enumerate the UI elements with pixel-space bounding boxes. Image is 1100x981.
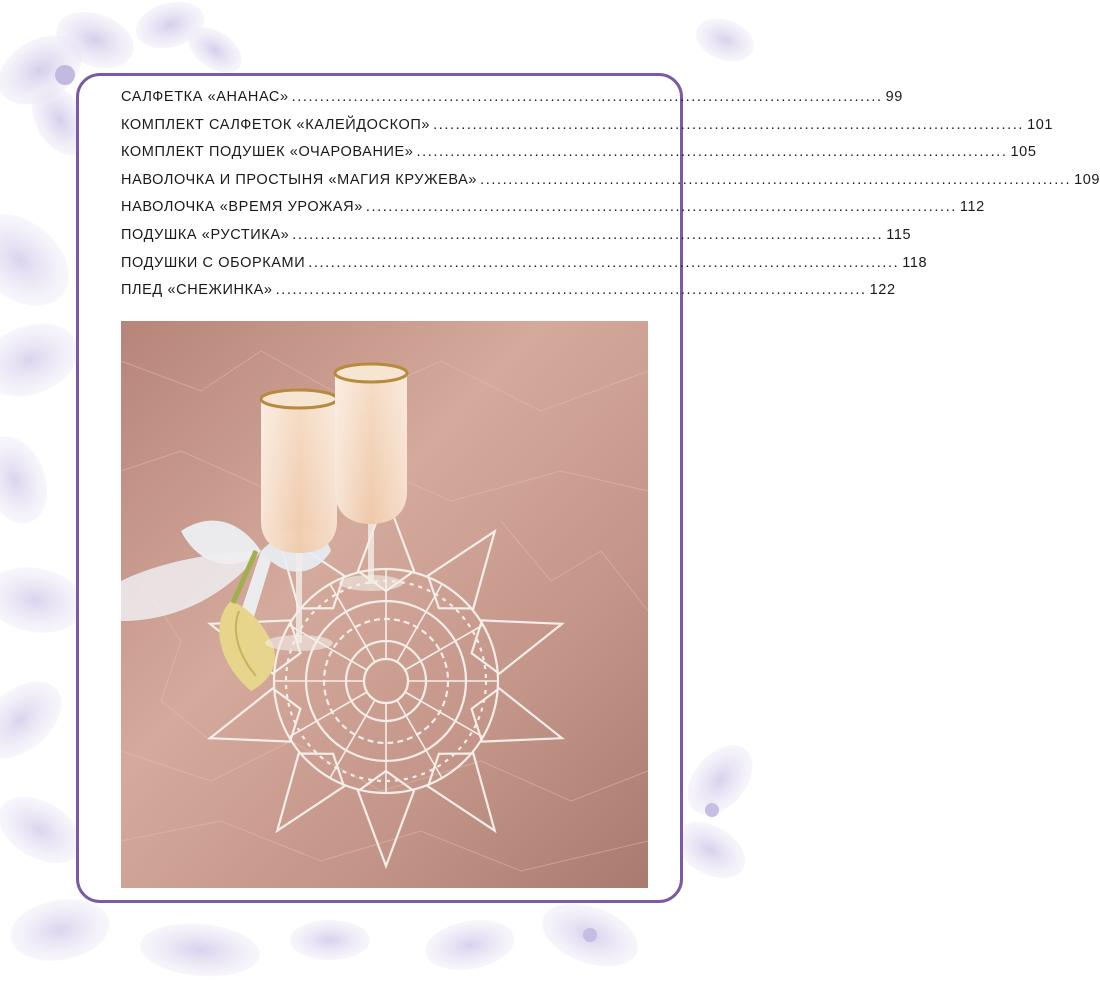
toc-row[interactable] [121,282,896,310]
toc-leader-dots: ......................................................................................................... [480,171,1072,188]
toc-title: НАВОЛОЧКА И ПРОСТЫНЯ «МАГИЯ КРУЖЕВА» [121,171,478,188]
toc-page-number: 112 [959,199,985,216]
toc-page-number: 101 [1027,116,1054,133]
toc-leader-dots: ......................................................................................................... [275,282,867,299]
toc-leader-dots: ......................................................................................................... [416,144,1008,161]
doily-photo [121,321,648,888]
doily-illustration [121,321,648,888]
toc-row[interactable] [121,171,1100,200]
content-card [76,73,1100,903]
toc-leader-dots: ......................................................................................................... [365,199,957,216]
toc-title: НАВОЛОЧКА «ВРЕМЯ УРОЖАЯ» [121,199,363,216]
toc-row[interactable] [121,144,1037,172]
toc-page-number: 105 [1010,144,1037,161]
toc-leader-dots: ......................................................................................................... [433,116,1025,133]
toc-page-number: 99 [885,89,903,105]
toc-title: ПЛЕД «СНЕЖИНКА» [121,282,273,299]
toc-page-number: 122 [869,282,896,299]
toc-page-number: 115 [886,226,912,243]
toc-leader-dots: ......................................................................................................... [308,254,900,271]
toc-row[interactable] [121,116,1054,145]
toc-title: ПОДУШКА «РУСТИКА» [121,226,290,243]
toc-page-number: 118 [902,254,928,271]
toc-row[interactable] [121,254,928,283]
table-of-contents [121,89,1100,310]
toc-title: САЛФЕТКА «АНАНАС» [121,89,289,105]
toc-title: КОМПЛЕКТ ПОДУШЕК «ОЧАРОВАНИЕ» [121,144,414,161]
toc-row[interactable] [121,199,985,227]
toc-leader-dots: ......................................................................................................... [291,89,883,105]
toc-title: КОМПЛЕКТ САЛФЕТОК «КАЛЕЙДОСКОП» [121,116,431,133]
toc-title: ПОДУШКИ С ОБОРКАМИ [121,254,306,271]
toc-row[interactable] [121,226,912,255]
toc-row[interactable] [121,89,903,117]
toc-leader-dots: ......................................................................................................... [292,226,884,243]
toc-page-number: 109 [1074,171,1100,188]
